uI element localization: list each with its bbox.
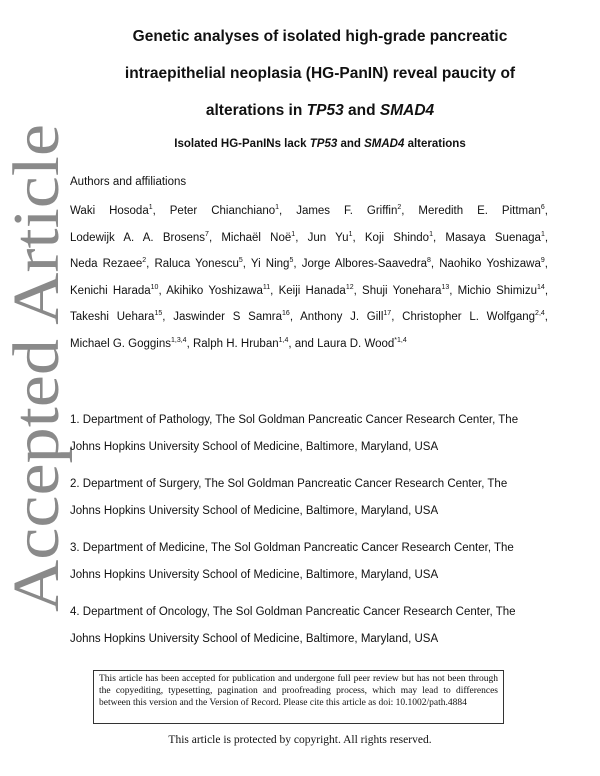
author-name: James F. Griffin [296,205,398,217]
author-name: Koji Shindo [364,231,430,244]
article-title [70,18,570,129]
author-name: Christopher L. Wolfgang [402,311,536,323]
author [251,258,293,270]
author [70,205,153,217]
author-affiliation-number: 2 [142,257,147,264]
author [166,285,270,297]
affiliation-3 [70,535,548,588]
author-name: Takeshi Uehara [70,311,155,323]
author [279,285,354,297]
author-affiliation-number: 5 [238,257,243,264]
author-name: Neda Rezaee [70,258,143,270]
copyright-notice: This article is protected by copyright. All rights reserved. [168,734,432,746]
author-affiliation-number: *1,4 [394,336,407,344]
title-line-3 [70,92,570,129]
accepted-notice-box: This article has been accepted for publication and undergone full peer review but has not been through the copyediting, typesetting, pagination and proofreading process, which may lead to differences between this version and the Version of Record. Please cite this article as doi: 10.1002/path.4884 [93,670,504,724]
author-affiliation-number: 6 [540,204,545,211]
short-title [70,138,570,150]
author-name: Yi Ning [250,258,290,270]
author-affiliation-number: 1 [291,230,296,238]
author [70,311,162,323]
author-name: Akihiko Yoshizawa [166,284,263,297]
author-affiliation-number: 2,4 [535,310,545,317]
author [362,285,449,297]
author-name: Masaya Suenaga [445,231,541,244]
affiliation-4 [70,599,548,652]
author-name: Michaël Noë [221,231,292,244]
author [70,232,209,244]
author-name: Shuji Yonehara [362,284,442,297]
author-name: Keiji Hanada [278,284,346,297]
author [70,338,187,350]
authors-heading: Authors and affiliations [70,176,187,188]
short-title-gene-tp53: TP53 [309,138,338,150]
author [70,258,146,270]
author-affiliation-number: 2 [397,204,402,211]
author-affiliation-number: 16 [282,310,290,317]
author-affiliation-number: 15 [154,310,163,317]
author [308,232,353,244]
author-affiliation-number: 1 [540,230,545,238]
author [458,285,545,297]
author-name: Kenichi Harada [70,284,151,297]
watermark-text: Accepted Article [0,166,73,612]
author-name: Naohiko Yoshizawa [439,258,541,270]
author-list: Waki Hosoda$^1$, Peter Chianchiano$^1$, James F. Griffin$^2$, Meredith E. Pittman$^6$, Lodewijk A. A. Brosens$^7$, Michaël Noë$^1$, Jun Yu$^1$, Koji Shindo$^1$, Masaya Suenaga$^1$, Neda Rezaee$^2$, Raluca Yonescu$^5$, Yi Ning$^5$, Jorge Albores-Saavedra$^8$, Naohiko Yoshizawa$^9$, Kenichi Harada$^{10}$, Akihiko Yoshizawa$^{11}$, Keiji Hanada$^{12}$, Shuji Yonehara$^{13}$, Michio Shimizu$^{14}$, Takeshi Uehara$^{15}$, Jaswinder S Samra$^{16}$, Anthony J. Gill$^{17}$, Christopher L. Wolfgang$^{2,4}$, Michael G. Goggins$^{1,3,4}$, Ralph H. Hruban$^{1,4}$, and Laura D. Wood$^{*1,4}$ [70,204,549,350]
short-title-pre: Isolated HG-PanINs lack [174,138,310,150]
author [70,285,158,297]
affiliation-line-2: Johns Hopkins University School of Medicine, Baltimore, Maryland, USA [70,632,439,645]
short-title-gene-smad4: SMAD4 [364,138,405,150]
author-affiliation-number: 1 [348,230,353,238]
affiliation-line-1: 2. Department of Surgery, The Sol Goldman Pancreatic Cancer Research Center, The [70,478,508,490]
author [170,205,279,217]
author-name: Michael G. Goggins [70,337,171,350]
author [365,232,433,244]
author [402,311,545,323]
author-affiliation-number: 7 [205,230,209,238]
short-title-post: alterations [404,138,466,150]
affiliation-line-2: Johns Hopkins University School of Medicine, Baltimore, Maryland, USA [70,568,439,581]
author-name: Ralph H. Hruban [192,337,279,350]
author-affiliation-number: 1 [429,230,433,238]
author [300,311,391,323]
affiliation-line-1: 4. Department of Oncology, The Sol Goldman Pancreatic Cancer Research Center, The [70,606,516,618]
author-name: Peter Chianchiano [169,205,276,217]
affiliation-1 [70,407,548,460]
author-affiliation-number: 8 [427,257,431,264]
affiliation-line-1: 1. Department of Pathology, The Sol Goldman Pancreatic Cancer Research Center, The [70,414,519,426]
author-affiliation-number: 11 [262,283,271,291]
author-affiliation-number: 13 [441,283,450,291]
author-affiliation-number: 9 [540,257,545,264]
author-name: Jaswinder S Samra [173,311,283,323]
author-affiliation-number: 1 [275,204,280,211]
author-name: Jun Yu [307,231,349,244]
affiliation-line-2: Johns Hopkins University School of Medicine, Baltimore, Maryland, USA [70,504,439,517]
author-affiliation-number: 5 [289,257,294,264]
author [418,205,544,217]
author [193,338,288,350]
title-gene-smad4: SMAD4 [379,102,435,119]
author-name: Michio Shimizu [457,284,538,297]
affiliation-2 [70,471,548,524]
author-affiliation-number: 17 [383,310,392,317]
author-name: Laura D. Wood [317,337,395,350]
author-name: Anthony J. Gill [300,311,384,323]
author-name: Raluca Yonescu [154,258,239,270]
author-name: Waki Hosoda [70,205,149,217]
author [295,338,407,350]
author-affiliation-number: 10 [150,283,159,291]
author-name: Jorge Albores-Saavedra [301,258,427,270]
author-name: Lodewijk A. A. Brosens [70,231,206,244]
author [445,232,544,244]
title-line-1: Genetic analyses of isolated high-grade pancreatic [132,28,508,45]
title-gene-tp53: TP53 [306,102,344,119]
author-name: Meredith E. Pittman [418,205,541,217]
title-line-3-text: alterations in [205,102,307,119]
author [439,258,545,270]
author [302,258,431,270]
author-affiliation-number: 1 [148,204,153,211]
author [173,311,290,323]
title-line-2: intraepithelial neoplasia (HG-PanIN) reveal paucity of [124,65,516,82]
title-conjunction: and [343,102,380,119]
author [296,205,401,217]
author-affiliation-number: 14 [537,283,545,291]
author [221,232,295,244]
author-affiliation-number: 1,3,4 [171,336,187,344]
affiliation-line-2: Johns Hopkins University School of Medicine, Baltimore, Maryland, USA [70,440,439,453]
short-title-mid: and [337,138,365,150]
affiliation-line-1: 3. Department of Medicine, The Sol Goldman Pancreatic Cancer Research Center, The [70,542,514,554]
author [154,258,242,270]
author-prefix: and [294,337,318,350]
author-affiliation-number: 12 [345,283,354,291]
author-affiliation-number: 1,4 [278,336,289,344]
